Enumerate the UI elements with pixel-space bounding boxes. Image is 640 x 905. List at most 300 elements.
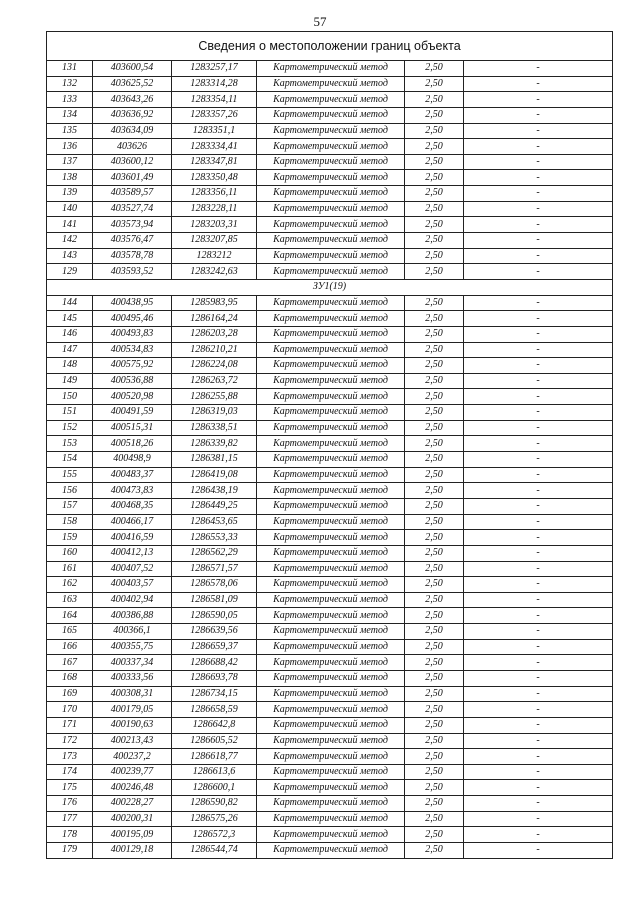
y-coordinate-cell: 1286210,21 (172, 342, 257, 358)
y-coordinate-cell: 1283242,63 (172, 264, 257, 280)
table-row (47, 358, 613, 374)
x-coordinate-cell: 400402,94 (93, 592, 172, 608)
description-cell: - (464, 749, 613, 765)
description-cell: - (464, 186, 613, 202)
point-number-cell: 148 (47, 358, 93, 374)
accuracy-cell: 2,50 (405, 780, 464, 796)
description-cell: - (464, 217, 613, 233)
x-coordinate-cell: 400473,83 (93, 483, 172, 499)
table-row (47, 483, 613, 499)
description-cell: - (464, 92, 613, 108)
x-coordinate-cell: 400520,98 (93, 389, 172, 405)
x-coordinate-cell: 400366,1 (93, 624, 172, 640)
table-row (47, 749, 613, 765)
accuracy-cell: 2,50 (405, 498, 464, 514)
x-coordinate-cell: 400246,48 (93, 780, 172, 796)
y-coordinate-cell: 1286381,15 (172, 452, 257, 468)
method-cell: Картометрический метод (257, 233, 405, 249)
point-number-cell: 131 (47, 61, 93, 77)
table-row (47, 452, 613, 468)
method-cell: Картометрический метод (257, 530, 405, 546)
accuracy-cell: 2,50 (405, 92, 464, 108)
y-coordinate-cell: 1286449,25 (172, 498, 257, 514)
accuracy-cell: 2,50 (405, 436, 464, 452)
description-cell: - (464, 608, 613, 624)
table-row (47, 843, 613, 859)
point-number-cell: 167 (47, 655, 93, 671)
accuracy-cell: 2,50 (405, 733, 464, 749)
description-cell: - (464, 154, 613, 170)
point-number-cell: 177 (47, 811, 93, 827)
method-cell: Картометрический метод (257, 749, 405, 765)
y-coordinate-cell: 1283314,28 (172, 76, 257, 92)
point-number-cell: 155 (47, 467, 93, 483)
y-coordinate-cell: 1283228,11 (172, 201, 257, 217)
table-row (47, 827, 613, 843)
y-coordinate-cell: 1283351,1 (172, 123, 257, 139)
point-number-cell: 156 (47, 483, 93, 499)
y-coordinate-cell: 1286575,26 (172, 811, 257, 827)
accuracy-cell: 2,50 (405, 796, 464, 812)
x-coordinate-cell: 400386,88 (93, 608, 172, 624)
description-cell: - (464, 717, 613, 733)
accuracy-cell: 2,50 (405, 186, 464, 202)
method-cell: Картометрический метод (257, 326, 405, 342)
table-row (47, 373, 613, 389)
method-cell: Картометрический метод (257, 389, 405, 405)
description-cell: - (464, 796, 613, 812)
accuracy-cell: 2,50 (405, 170, 464, 186)
x-coordinate-cell: 400213,43 (93, 733, 172, 749)
point-number-cell: 151 (47, 405, 93, 421)
y-coordinate-cell: 1286319,03 (172, 405, 257, 421)
table-row (47, 420, 613, 436)
accuracy-cell: 2,50 (405, 248, 464, 264)
y-coordinate-cell: 1286453,65 (172, 514, 257, 530)
table-row (47, 780, 613, 796)
y-coordinate-cell: 1286263,72 (172, 373, 257, 389)
method-cell: Картометрический метод (257, 107, 405, 123)
accuracy-cell: 2,50 (405, 107, 464, 123)
x-coordinate-cell: 400333,56 (93, 670, 172, 686)
method-cell: Картометрический метод (257, 154, 405, 170)
point-number-cell: 174 (47, 764, 93, 780)
table-row (47, 670, 613, 686)
y-coordinate-cell: 1286659,37 (172, 639, 257, 655)
table-row (47, 717, 613, 733)
y-coordinate-cell: 1286339,82 (172, 436, 257, 452)
y-coordinate-cell: 1285983,95 (172, 295, 257, 311)
x-coordinate-cell: 400228,27 (93, 796, 172, 812)
method-cell: Картометрический метод (257, 827, 405, 843)
x-coordinate-cell: 400129,18 (93, 843, 172, 859)
accuracy-cell: 2,50 (405, 467, 464, 483)
y-coordinate-cell: 1286693,78 (172, 670, 257, 686)
boundary-table-sheet (46, 31, 612, 859)
y-coordinate-cell: 1286734,15 (172, 686, 257, 702)
method-cell: Картометрический метод (257, 123, 405, 139)
method-cell: Картометрический метод (257, 373, 405, 389)
table-row (47, 592, 613, 608)
x-coordinate-cell: 400518,26 (93, 436, 172, 452)
method-cell: Картометрический метод (257, 358, 405, 374)
method-cell: Картометрический метод (257, 139, 405, 155)
x-coordinate-cell: 403576,47 (93, 233, 172, 249)
description-cell: - (464, 326, 613, 342)
table-row (47, 639, 613, 655)
table-row (47, 811, 613, 827)
method-cell: Картометрический метод (257, 655, 405, 671)
method-cell: Картометрический метод (257, 764, 405, 780)
method-cell: Картометрический метод (257, 467, 405, 483)
table-row (47, 764, 613, 780)
point-number-cell: 143 (47, 248, 93, 264)
accuracy-cell: 2,50 (405, 624, 464, 640)
point-number-cell: 150 (47, 389, 93, 405)
point-number-cell: 142 (47, 233, 93, 249)
point-number-cell: 165 (47, 624, 93, 640)
table-row (47, 796, 613, 812)
method-cell: Картометрический метод (257, 452, 405, 468)
description-cell: - (464, 452, 613, 468)
x-coordinate-cell: 400536,88 (93, 373, 172, 389)
table-row (47, 326, 613, 342)
x-coordinate-cell: 400308,31 (93, 686, 172, 702)
point-number-cell: 134 (47, 107, 93, 123)
y-coordinate-cell: 1286600,1 (172, 780, 257, 796)
x-coordinate-cell: 403643,26 (93, 92, 172, 108)
point-number-cell: 162 (47, 577, 93, 593)
method-cell: Картометрический метод (257, 92, 405, 108)
point-number-cell: 159 (47, 530, 93, 546)
method-cell: Картометрический метод (257, 702, 405, 718)
point-number-cell: 163 (47, 592, 93, 608)
description-cell: - (464, 545, 613, 561)
y-coordinate-cell: 1286553,33 (172, 530, 257, 546)
table-row (47, 467, 613, 483)
description-cell: - (464, 373, 613, 389)
description-cell: - (464, 467, 613, 483)
y-coordinate-cell: 1286590,82 (172, 796, 257, 812)
table-row (47, 311, 613, 327)
x-coordinate-cell: 400237,2 (93, 749, 172, 765)
method-cell: Картометрический метод (257, 780, 405, 796)
point-number-cell: 153 (47, 436, 93, 452)
description-cell: - (464, 514, 613, 530)
method-cell: Картометрический метод (257, 577, 405, 593)
method-cell: Картометрический метод (257, 717, 405, 733)
description-cell: - (464, 811, 613, 827)
accuracy-cell: 2,50 (405, 577, 464, 593)
description-cell: - (464, 780, 613, 796)
table-row (47, 201, 613, 217)
description-cell: - (464, 264, 613, 280)
y-coordinate-cell: 1286164,24 (172, 311, 257, 327)
method-cell: Картометрический метод (257, 264, 405, 280)
accuracy-cell: 2,50 (405, 358, 464, 374)
accuracy-cell: 2,50 (405, 702, 464, 718)
description-cell: - (464, 498, 613, 514)
point-number-cell: 178 (47, 827, 93, 843)
x-coordinate-cell: 403589,57 (93, 186, 172, 202)
point-number-cell: 138 (47, 170, 93, 186)
table-row (47, 561, 613, 577)
accuracy-cell: 2,50 (405, 686, 464, 702)
x-coordinate-cell: 400491,59 (93, 405, 172, 421)
table-title-row (47, 32, 613, 61)
x-coordinate-cell: 400403,57 (93, 577, 172, 593)
accuracy-cell: 2,50 (405, 452, 464, 468)
x-coordinate-cell: 400195,09 (93, 827, 172, 843)
description-cell: - (464, 61, 613, 77)
accuracy-cell: 2,50 (405, 655, 464, 671)
table-body (47, 32, 613, 859)
accuracy-cell: 2,50 (405, 154, 464, 170)
point-number-cell: 132 (47, 76, 93, 92)
table-row (47, 139, 613, 155)
table-row (47, 733, 613, 749)
description-cell: - (464, 670, 613, 686)
point-number-cell: 166 (47, 639, 93, 655)
description-cell: - (464, 530, 613, 546)
x-coordinate-cell: 400416,59 (93, 530, 172, 546)
table-row (47, 624, 613, 640)
x-coordinate-cell: 403578,78 (93, 248, 172, 264)
y-coordinate-cell: 1283207,85 (172, 233, 257, 249)
method-cell: Картометрический метод (257, 186, 405, 202)
point-number-cell: 168 (47, 670, 93, 686)
method-cell: Картометрический метод (257, 592, 405, 608)
x-coordinate-cell: 400200,31 (93, 811, 172, 827)
table-row (47, 295, 613, 311)
x-coordinate-cell: 400438,95 (93, 295, 172, 311)
x-coordinate-cell: 403626 (93, 139, 172, 155)
method-cell: Картометрический метод (257, 498, 405, 514)
description-cell: - (464, 248, 613, 264)
x-coordinate-cell: 400493,83 (93, 326, 172, 342)
table-row (47, 107, 613, 123)
accuracy-cell: 2,50 (405, 530, 464, 546)
description-cell: - (464, 843, 613, 859)
accuracy-cell: 2,50 (405, 561, 464, 577)
point-number-cell: 175 (47, 780, 93, 796)
y-coordinate-cell: 1286544,74 (172, 843, 257, 859)
method-cell: Картометрический метод (257, 483, 405, 499)
method-cell: Картометрический метод (257, 811, 405, 827)
x-coordinate-cell: 403593,52 (93, 264, 172, 280)
accuracy-cell: 2,50 (405, 764, 464, 780)
x-coordinate-cell: 400468,35 (93, 498, 172, 514)
point-number-cell: 164 (47, 608, 93, 624)
description-cell: - (464, 436, 613, 452)
method-cell: Картометрический метод (257, 61, 405, 77)
y-coordinate-cell: 1286605,52 (172, 733, 257, 749)
description-cell: - (464, 733, 613, 749)
y-coordinate-cell: 1286618,77 (172, 749, 257, 765)
y-coordinate-cell: 1286562,29 (172, 545, 257, 561)
method-cell: Картометрический метод (257, 420, 405, 436)
table-row (47, 702, 613, 718)
table-row (47, 61, 613, 77)
accuracy-cell: 2,50 (405, 483, 464, 499)
point-number-cell: 144 (47, 295, 93, 311)
accuracy-cell: 2,50 (405, 201, 464, 217)
method-cell: Картометрический метод (257, 170, 405, 186)
table-row (47, 530, 613, 546)
point-number-cell: 139 (47, 186, 93, 202)
table-row (47, 186, 613, 202)
x-coordinate-cell: 403636,92 (93, 107, 172, 123)
method-cell: Картометрический метод (257, 624, 405, 640)
y-coordinate-cell: 1286613,6 (172, 764, 257, 780)
point-number-cell: 137 (47, 154, 93, 170)
y-coordinate-cell: 1286438,19 (172, 483, 257, 499)
x-coordinate-cell: 400179,05 (93, 702, 172, 718)
point-number-cell: 136 (47, 139, 93, 155)
description-cell: - (464, 561, 613, 577)
table-row (47, 514, 613, 530)
y-coordinate-cell: 1286255,88 (172, 389, 257, 405)
description-cell: - (464, 420, 613, 436)
method-cell: Картометрический метод (257, 639, 405, 655)
y-coordinate-cell: 1286203,28 (172, 326, 257, 342)
point-number-cell: 154 (47, 452, 93, 468)
description-cell: - (464, 405, 613, 421)
y-coordinate-cell: 1283347,81 (172, 154, 257, 170)
y-coordinate-cell: 1286658,59 (172, 702, 257, 718)
accuracy-cell: 2,50 (405, 749, 464, 765)
accuracy-cell: 2,50 (405, 608, 464, 624)
accuracy-cell: 2,50 (405, 295, 464, 311)
table-row (47, 405, 613, 421)
table-row (47, 545, 613, 561)
x-coordinate-cell: 400355,75 (93, 639, 172, 655)
y-coordinate-cell: 1286578,06 (172, 577, 257, 593)
x-coordinate-cell: 400412,13 (93, 545, 172, 561)
table-row (47, 436, 613, 452)
accuracy-cell: 2,50 (405, 373, 464, 389)
accuracy-cell: 2,50 (405, 843, 464, 859)
description-cell: - (464, 139, 613, 155)
accuracy-cell: 2,50 (405, 405, 464, 421)
y-coordinate-cell: 1286688,42 (172, 655, 257, 671)
x-coordinate-cell: 403634,09 (93, 123, 172, 139)
accuracy-cell: 2,50 (405, 514, 464, 530)
description-cell: - (464, 655, 613, 671)
description-cell: - (464, 295, 613, 311)
point-number-cell: 145 (47, 311, 93, 327)
point-number-cell: 133 (47, 92, 93, 108)
point-number-cell: 179 (47, 843, 93, 859)
description-cell: - (464, 483, 613, 499)
y-coordinate-cell: 1286590,05 (172, 608, 257, 624)
method-cell: Картометрический метод (257, 545, 405, 561)
y-coordinate-cell: 1283257,17 (172, 61, 257, 77)
x-coordinate-cell: 403625,52 (93, 76, 172, 92)
accuracy-cell: 2,50 (405, 264, 464, 280)
table-row (47, 233, 613, 249)
method-cell: Картометрический метод (257, 436, 405, 452)
y-coordinate-cell: 1286581,09 (172, 592, 257, 608)
x-coordinate-cell: 400495,46 (93, 311, 172, 327)
description-cell: - (464, 624, 613, 640)
method-cell: Картометрический метод (257, 686, 405, 702)
table-row (47, 686, 613, 702)
point-number-cell: 146 (47, 326, 93, 342)
table-row (47, 389, 613, 405)
table-row (47, 264, 613, 280)
x-coordinate-cell: 400190,63 (93, 717, 172, 733)
accuracy-cell: 2,50 (405, 389, 464, 405)
accuracy-cell: 2,50 (405, 217, 464, 233)
table-row (47, 123, 613, 139)
method-cell: Картометрический метод (257, 733, 405, 749)
point-number-cell: 176 (47, 796, 93, 812)
description-cell: - (464, 592, 613, 608)
y-coordinate-cell: 1286571,57 (172, 561, 257, 577)
x-coordinate-cell: 400466,17 (93, 514, 172, 530)
method-cell: Картометрический метод (257, 76, 405, 92)
table-row (47, 498, 613, 514)
accuracy-cell: 2,50 (405, 76, 464, 92)
y-coordinate-cell: 1283203,31 (172, 217, 257, 233)
point-number-cell: 141 (47, 217, 93, 233)
description-cell: - (464, 686, 613, 702)
x-coordinate-cell: 403600,54 (93, 61, 172, 77)
point-number-cell: 158 (47, 514, 93, 530)
x-coordinate-cell: 403527,74 (93, 201, 172, 217)
y-coordinate-cell: 1283354,11 (172, 92, 257, 108)
section-label: ЗУ1(19) (47, 279, 613, 295)
method-cell: Картометрический метод (257, 561, 405, 577)
y-coordinate-cell: 1286419,08 (172, 467, 257, 483)
page-number: 57 (313, 14, 327, 29)
table-row (47, 154, 613, 170)
y-coordinate-cell: 1283356,11 (172, 186, 257, 202)
point-number-cell: 157 (47, 498, 93, 514)
y-coordinate-cell: 1283357,26 (172, 107, 257, 123)
accuracy-cell: 2,50 (405, 639, 464, 655)
y-coordinate-cell: 1283212 (172, 248, 257, 264)
point-number-cell: 170 (47, 702, 93, 718)
x-coordinate-cell: 400515,31 (93, 420, 172, 436)
accuracy-cell: 2,50 (405, 326, 464, 342)
boundary-coordinates-table (46, 31, 613, 859)
method-cell: Картометрический метод (257, 248, 405, 264)
accuracy-cell: 2,50 (405, 139, 464, 155)
description-cell: - (464, 342, 613, 358)
x-coordinate-cell: 400337,34 (93, 655, 172, 671)
point-number-cell: 152 (47, 420, 93, 436)
y-coordinate-cell: 1286224,08 (172, 358, 257, 374)
description-cell: - (464, 233, 613, 249)
accuracy-cell: 2,50 (405, 61, 464, 77)
section-row (47, 279, 613, 295)
table-row (47, 217, 613, 233)
table-row (47, 92, 613, 108)
table-row (47, 655, 613, 671)
y-coordinate-cell: 1286572,3 (172, 827, 257, 843)
y-coordinate-cell: 1283334,41 (172, 139, 257, 155)
x-coordinate-cell: 403600,12 (93, 154, 172, 170)
accuracy-cell: 2,50 (405, 811, 464, 827)
table-title: Сведения о местоположении границ объекта (47, 32, 613, 61)
x-coordinate-cell: 403601,49 (93, 170, 172, 186)
table-row (47, 342, 613, 358)
point-number-cell: 149 (47, 373, 93, 389)
description-cell: - (464, 170, 613, 186)
description-cell: - (464, 123, 613, 139)
